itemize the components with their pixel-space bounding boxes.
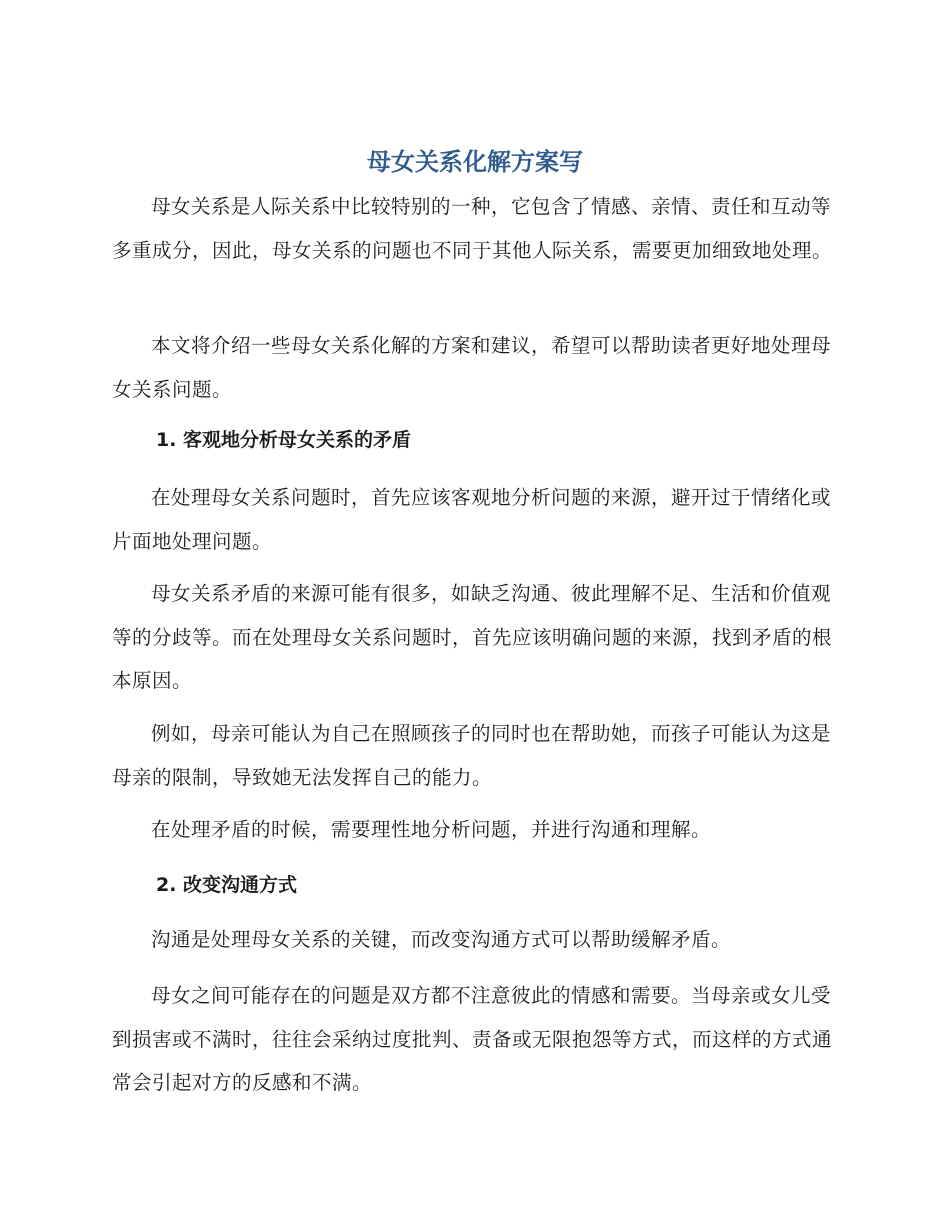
section-heading-1: 1. 客观地分析母女关系的矛盾 <box>156 429 412 451</box>
paragraph-analysis: 在处理母女关系问题时，首先应该客观地分析问题的来源，避开过于情绪化或片面地处理问题。 <box>112 486 832 553</box>
paragraph-purpose: 本文将介绍一些母女关系化解的方案和建议，希望可以帮助读者更好地处理母女关系问题。 <box>112 334 832 401</box>
paragraph-rational: 在处理矛盾的时候，需要理性地分析问题，并进行沟通和理解。 <box>151 818 712 841</box>
paragraph-problems: 母女之间可能存在的问题是双方都不注意彼此的情感和需要。当母亲或女儿受到损害或不满时，往往会采纳过度批判、责备或无限抱怨等方式，而这样的方式通常会引起对方的反感和不满。 <box>112 984 833 1094</box>
paragraph-sources: 母女关系矛盾的来源可能有很多，如缺乏沟通、彼此理解不足、生活和价值观等的分歧等。而在处理母女关系问题时，首先应该明确问题的来源，找到矛盾的根本原因。 <box>112 582 833 692</box>
section-heading-2: 2. 改变沟通方式 <box>156 874 298 896</box>
paragraph-example: 例如，母亲可能认为自己在照顾孩子的同时也在帮助她，而孩子可能认为这是母亲的限制，导致她无法发挥自己的能力。 <box>112 722 832 789</box>
document-title: 母女关系化解方案写 <box>367 148 583 176</box>
paragraph-intro: 母女关系是人际关系中比较特别的一种，它包含了情感、亲情、责任和互动等多重成分，因此，母女关系的问题也不同于其他人际关系，需要更加细致地处理。 <box>112 195 833 262</box>
paragraph-communication: 沟通是处理母女关系的关键，而改变沟通方式可以帮助缓解矛盾。 <box>151 928 732 951</box>
